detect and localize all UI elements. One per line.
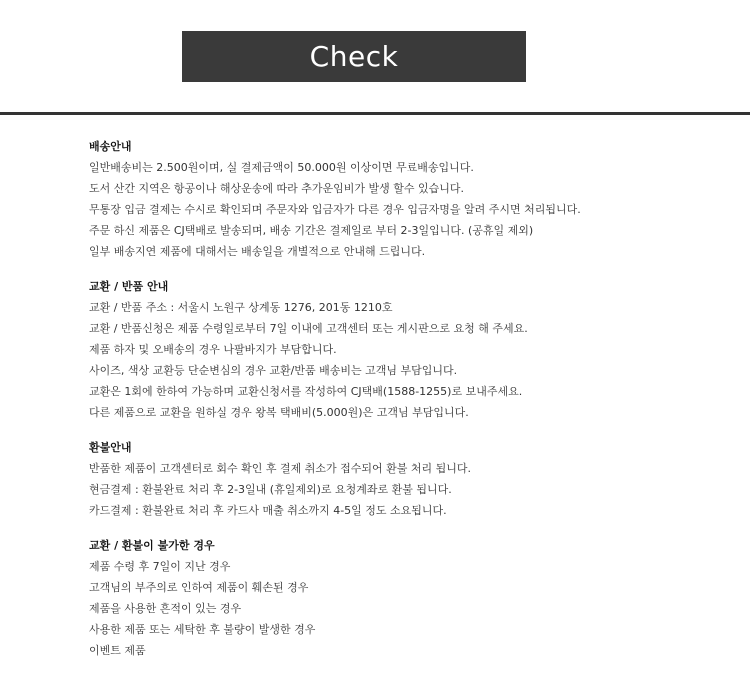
section-line: 제품 수령 후 7일이 지난 경우	[89, 560, 231, 573]
section-title: 교환 / 반품 안내	[89, 280, 169, 293]
section-line: 제품 하자 및 오배송의 경우 나팔바지가 부담합니다.	[89, 343, 337, 356]
notice-content	[89, 136, 729, 675]
section-shipping	[89, 136, 729, 262]
section-refund	[89, 437, 729, 521]
section-line: 카드결제 : 환불완료 처리 후 카드사 매출 취소까지 4-5일 정도 소요됩니다.	[89, 504, 447, 517]
section-line: 사용한 제품 또는 세탁한 후 불량이 발생한 경우	[89, 623, 316, 636]
banner-title: Check	[309, 40, 399, 73]
divider	[0, 112, 750, 115]
section-line: 교환 / 반품신청은 제품 수령일로부터 7일 이내에 고객센터 또는 게시판으로 요청 해 주세요.	[89, 322, 528, 335]
section-line: 다른 제품으로 교환을 원하실 경우 왕복 택배비(5.000원)은 고객님 부담입니다.	[89, 406, 469, 419]
section-title: 배송안내	[89, 140, 132, 153]
section-line: 일부 배송지연 제품에 대해서는 배송일을 개별적으로 안내해 드립니다.	[89, 245, 426, 258]
section-line: 사이즈, 색상 교환등 단순변심의 경우 교환/반품 배송비는 고객님 부담입니다.	[89, 364, 458, 377]
section-line: 제품을 사용한 흔적이 있는 경우	[89, 602, 242, 615]
section-title: 교환 / 환불이 불가한 경우	[89, 539, 215, 552]
section-not-allowed	[89, 535, 729, 661]
section-line: 반품한 제품이 고객센터로 회수 확인 후 결제 취소가 접수되어 환불 처리 됩니다.	[89, 462, 471, 475]
section-line: 주문 하신 제품은 CJ택배로 발송되며, 배송 기간은 결제일로 부터 2-3일입니다. (공휴일 제외)	[89, 224, 534, 237]
section-line: 무통장 입금 결제는 수시로 확인되며 주문자와 입금자가 다른 경우 입금자명을 알려 주시면 처리됩니다.	[89, 203, 581, 216]
section-line: 교환은 1회에 한하여 가능하며 교환신청서를 작성하여 CJ택배(1588-1255)로 보내주세요.	[89, 385, 523, 398]
section-line: 교환 / 반품 주소 : 서울시 노원구 상계동 1276, 201동 1210호	[89, 301, 393, 314]
check-banner	[182, 31, 526, 82]
section-line: 도서 산간 지역은 항공이나 해상운송에 따라 추가운임비가 발생 할수 있습니다.	[89, 182, 464, 195]
section-exchange-return	[89, 276, 729, 423]
section-title: 환불안내	[89, 441, 132, 454]
section-line: 현금결제 : 환불완료 처리 후 2-3일내 (휴일제외)로 요청계좌로 환불 됩니다.	[89, 483, 452, 496]
section-line: 일반배송비는 2.500원이며, 실 결제금액이 50.000원 이상이면 무료배송입니다.	[89, 161, 474, 174]
section-line: 고객님의 부주의로 인하여 제품이 훼손된 경우	[89, 581, 309, 594]
section-line: 이벤트 제품	[89, 644, 146, 657]
